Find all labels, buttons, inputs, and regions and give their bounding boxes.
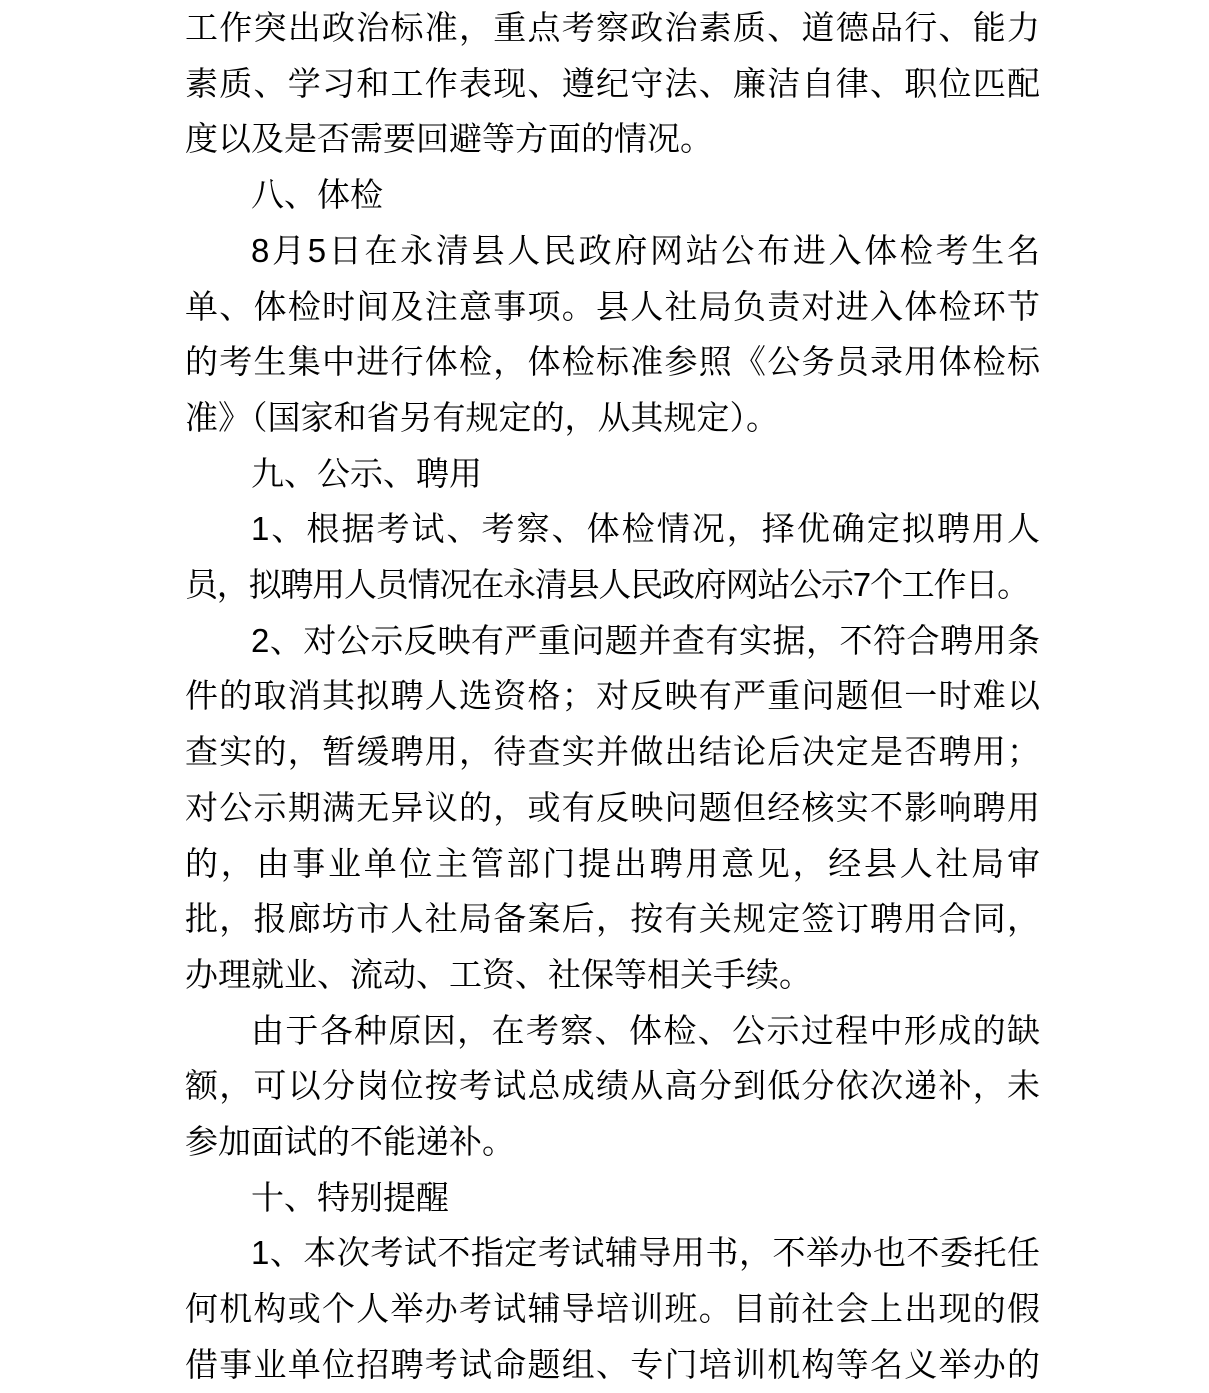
text-line: 批，报廊坊市人社局备案后，按有关规定签订聘用合同， bbox=[185, 900, 1040, 938]
text-line: 额，可以分岗位按考试总成绩从高分到低分依次递补，未 bbox=[185, 1067, 1040, 1105]
text-line: 2、对公示反映有严重问题并查有实据，不符合聘用条 bbox=[251, 621, 1040, 659]
text-line: 查实的，暂缓聘用，待查实并做出结论后决定是否聘用； bbox=[185, 733, 1040, 771]
text-line: 1、根据考试、考察、体检情况，择优确定拟聘用人 bbox=[251, 510, 1040, 548]
text-line: 借事业单位招聘考试命题组、专门培训机构等名义举办的 bbox=[185, 1345, 1040, 1383]
document-body bbox=[185, 0, 1040, 1393]
text-line: 准》（国家和省另有规定的，从其规定）。 bbox=[185, 398, 779, 436]
text-line: 件的取消其拟聘人选资格；对反映有严重问题但一时难以 bbox=[185, 677, 1040, 715]
text-line: 参加面试的不能递补。 bbox=[185, 1123, 515, 1161]
text-line: 由于各种原因，在考察、体检、公示过程中形成的缺 bbox=[251, 1011, 1040, 1049]
text-line: 工作突出政治标准，重点考察政治素质、道德品行、能力 bbox=[185, 9, 1040, 46]
section-heading-8: 八、体检 bbox=[251, 176, 383, 214]
section-heading-10: 十、特别提醒 bbox=[251, 1178, 449, 1216]
text-line: 员，拟聘用人员情况在永清县人民政府网站公示7个工作日。 bbox=[185, 566, 1029, 604]
text-line: 度以及是否需要回避等方面的情况。 bbox=[185, 120, 713, 158]
text-line: 素质、学习和工作表现、遵纪守法、廉洁自律、职位匹配 bbox=[185, 64, 1040, 102]
text-line: 单、体检时间及注意事项。县人社局负责对进入体检环节 bbox=[185, 287, 1040, 325]
text-line: 办理就业、流动、工资、社保等相关手续。 bbox=[185, 955, 812, 993]
text-line: 对公示期满无异议的，或有反映问题但经核实不影响聘用 bbox=[185, 788, 1040, 826]
text-line: 1、本次考试不指定考试辅导用书，不举办也不委托任 bbox=[251, 1234, 1040, 1272]
text-line: 8月5日在永清县人民政府网站公布进入体检考生名 bbox=[251, 231, 1040, 269]
text-line: 何机构或个人举办考试辅导培训班。目前社会上出现的假 bbox=[185, 1290, 1040, 1328]
section-heading-9: 九、公示、聘用 bbox=[251, 454, 482, 492]
text-line: 的考生集中进行体检，体检标准参照《公务员录用体检标 bbox=[185, 343, 1040, 381]
text-line: 的，由事业单位主管部门提出聘用意见，经县人社局审 bbox=[185, 844, 1040, 882]
